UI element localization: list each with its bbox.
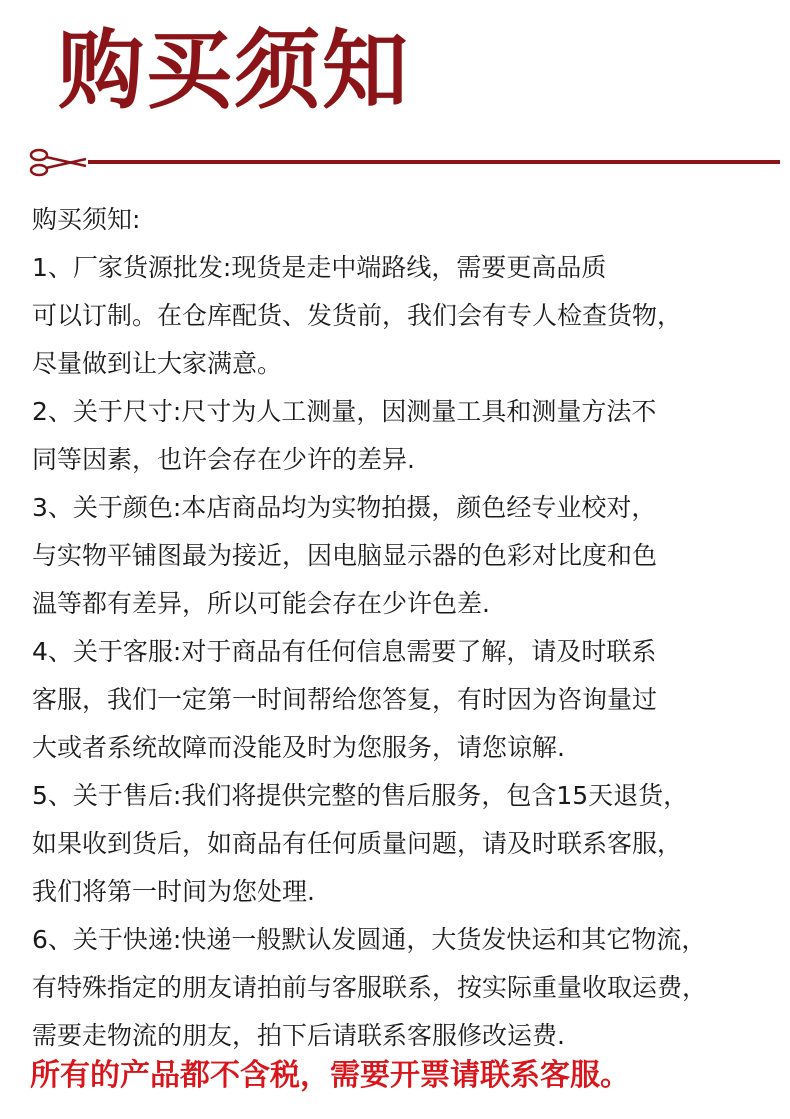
scissors-icon <box>31 150 86 175</box>
note-line: 6、关于快递:快递一般默认发圆通，大货发快运和其它物流， <box>32 925 707 954</box>
purchase-notes <box>32 196 782 1060</box>
note-line: 有特殊指定的朋友请拍前与客服联系，按实际重量收取运费， <box>32 973 708 1002</box>
tax-invoice-notice: 所有的产品都不含税，需要开票请联系客服。 <box>30 1058 630 1093</box>
note-line: 与实物平铺图最为接近，因电脑显示器的色彩对比度和色 <box>32 541 658 570</box>
scissors-divider <box>28 146 780 178</box>
note-line: 我们将第一时间为您处理. <box>32 877 315 906</box>
note-line: 2、关于尺寸:尺寸为人工测量，因测量工具和测量方法不 <box>32 397 657 426</box>
note-line: 5、关于售后:我们将提供完整的售后服务，包含15天退货， <box>32 781 689 810</box>
note-line: 4、关于客服:对于商品有任何信息需要了解，请及时联系 <box>32 637 657 666</box>
page-title: 购买须知 <box>58 21 410 121</box>
note-line: 同等因素，也许会存在少许的差异. <box>32 445 415 474</box>
divider-line <box>88 160 780 164</box>
note-line: 温等都有差异，所以可能会存在少许色差. <box>32 589 490 618</box>
note-line: 需要走物流的朋友，拍下后请联系客服修改运费. <box>32 1021 565 1050</box>
note-line: 如果收到货后，如商品有任何质量问题，请及时联系客服， <box>32 829 683 858</box>
note-line: 1、厂家货源批发:现货是走中端路线，需要更高品质 <box>32 253 607 282</box>
note-line: 客服，我们一定第一时间帮给您答复，有时因为咨询量过 <box>32 685 658 714</box>
note-line: 大或者系统故障而没能及时为您服务，请您谅解. <box>32 733 565 762</box>
notes-heading: 购买须知: <box>32 205 141 234</box>
note-line: 尽量做到让大家满意。 <box>32 349 283 378</box>
note-line: 3、关于颜色:本店商品均为实物拍摄，颜色经专业校对， <box>32 493 657 522</box>
note-line: 可以订制。在仓库配货、发货前，我们会有专人检查货物， <box>32 301 683 330</box>
